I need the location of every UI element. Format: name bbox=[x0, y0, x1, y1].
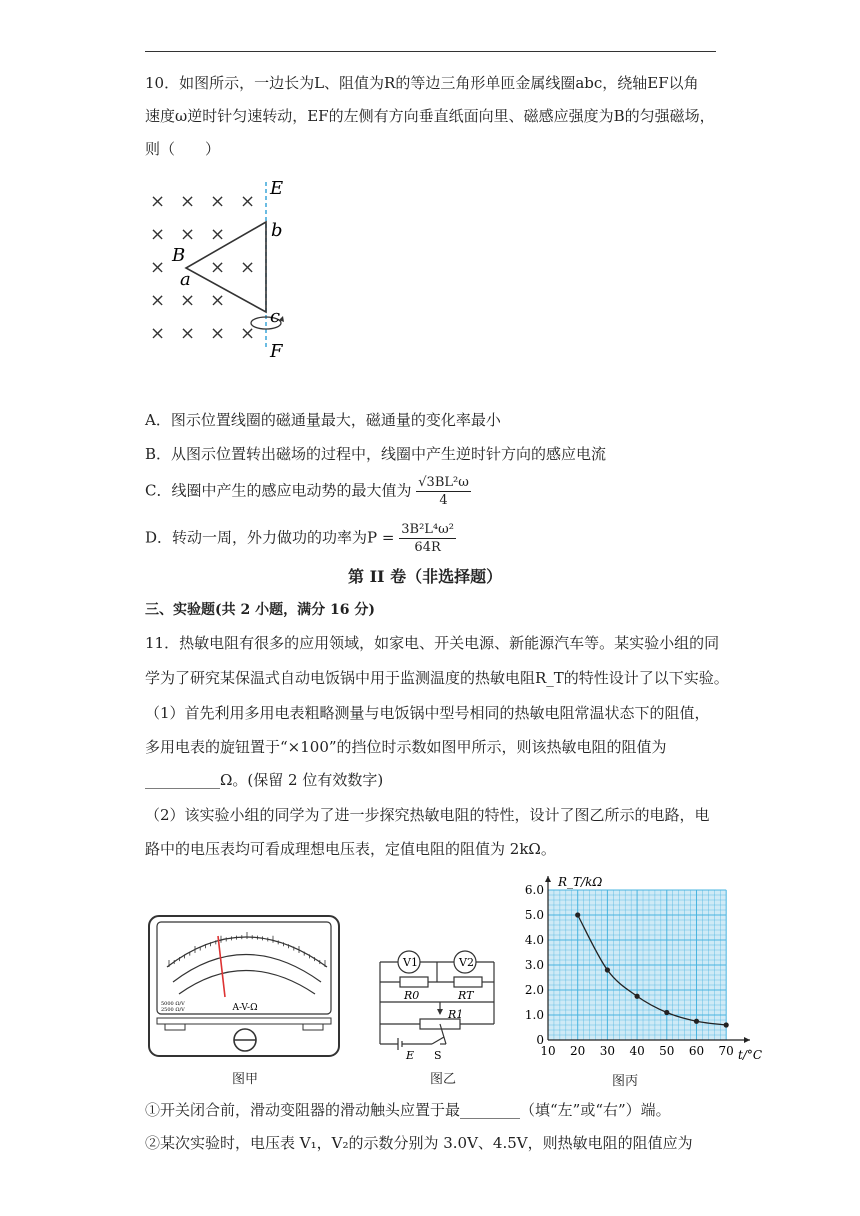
field-cross-mark: × bbox=[150, 323, 166, 344]
field-cross-mark: × bbox=[180, 290, 196, 311]
chart-x-tick-label: 20 bbox=[570, 1044, 586, 1058]
q11-line4: 多用电表的旋钮置于“×100”的挡位时示数如图甲所示，则该热敏电阻的阻值为 bbox=[145, 738, 667, 756]
meter-label: A-V-Ω bbox=[232, 1003, 258, 1013]
chart-x-tick-label: 60 bbox=[688, 1044, 705, 1058]
label-B: B bbox=[172, 245, 186, 266]
fig3-caption: 图丙 bbox=[612, 1074, 639, 1089]
q10-option-a: A．图示位置线圈的磁通量最大，磁通量的变化率最小 bbox=[145, 411, 501, 429]
circuit-figure bbox=[372, 942, 502, 1060]
q10-line2: 速度ω逆时针匀速转动，EF的左侧有方向垂直纸面向里、磁感应强度为B的匀强磁场， bbox=[145, 107, 715, 125]
chart-x-tick-label: 40 bbox=[629, 1044, 645, 1058]
chart-y-tick-label: 3.0 bbox=[524, 958, 544, 972]
svg-text:5000 Ω/V: 5000 Ω/V bbox=[161, 1001, 185, 1007]
field-cross-mark: × bbox=[240, 191, 256, 212]
chart-data-point bbox=[694, 1019, 699, 1024]
rt-temperature-chart bbox=[512, 868, 762, 1064]
q10-option-c: C．线圈中产生的感应电动势的最大值为 $\frac{\text{√3BL²ω}}{4}$ bbox=[145, 475, 469, 508]
optc-numerator: √3BL²ω bbox=[418, 475, 469, 490]
chart-y-label: R_T/kΩ bbox=[558, 875, 603, 889]
q11-step2: ②某次实验时，电压表 V₁，V₂的示数分别为 3.0V、4.5V，则热敏电阻的阻值应为 bbox=[145, 1134, 693, 1152]
q11-line7: 路中的电压表均可看成理想电压表，定值电阻的阻值为 2kΩ。 bbox=[145, 840, 556, 858]
multimeter-figure bbox=[145, 912, 345, 1060]
field-cross-mark: × bbox=[180, 224, 196, 245]
label-b: b bbox=[271, 220, 283, 241]
q11-line3: （1）首先利用多用电表粗略测量与电饭锅中型号相同的热敏电阻常温状态下的阻值， bbox=[145, 704, 710, 722]
svg-text:E: E bbox=[406, 1049, 415, 1060]
fig1-caption: 图甲 bbox=[232, 1072, 259, 1087]
field-cross-mark: × bbox=[210, 257, 226, 278]
field-cross-mark: × bbox=[240, 323, 256, 344]
chart-x-tick-label: 70 bbox=[718, 1044, 734, 1058]
chart-data-point bbox=[575, 912, 580, 917]
chart-data-point bbox=[605, 967, 610, 972]
q11-line1: 11．热敏电阻有很多的应用领域，如家电、开关电源、新能源汽车等。某实验小组的同 bbox=[145, 634, 720, 652]
field-cross-mark: × bbox=[210, 191, 226, 212]
svg-text:2500 Ω/V: 2500 Ω/V bbox=[161, 1007, 185, 1013]
chart-y-tick-label: 4.0 bbox=[524, 933, 544, 947]
chart-x-tick-label: 30 bbox=[599, 1044, 616, 1058]
q10-figure bbox=[140, 172, 310, 362]
magnetic-field-crosses bbox=[150, 191, 255, 344]
q10-line1: 10．如图所示，一边长为L、阻值为R的等边三角形单匝金属线圈abc，绕轴EF以角 bbox=[145, 74, 699, 92]
chart-data-point bbox=[664, 1010, 669, 1015]
q10-option-b: B．从图示位置转出磁场的过程中，线圈中产生逆时针方向的感应电流 bbox=[145, 445, 607, 463]
q11-line6: （2）该实验小组的同学为了进一步探究热敏电阻的特性，设计了图乙所示的电路，电 bbox=[145, 806, 710, 824]
chart-y-tick-label: 5.0 bbox=[524, 908, 544, 922]
optd-numerator: 3B²L⁴ω² bbox=[401, 522, 454, 537]
label-c: c bbox=[270, 306, 281, 327]
q11-line2: 学为了研究某保温式自动电饭锅中用于监测温度的热敏电阻R_T的特性设计了以下实验。 bbox=[145, 669, 729, 687]
label-F: F bbox=[270, 341, 283, 362]
chart-x-label: t/°C bbox=[738, 1048, 762, 1062]
field-cross-mark: × bbox=[150, 224, 166, 245]
field-cross-mark: × bbox=[180, 191, 196, 212]
field-cross-mark: × bbox=[150, 191, 166, 212]
field-cross-mark: × bbox=[210, 290, 226, 311]
chart-x-tick-label: 10 bbox=[540, 1044, 556, 1058]
chart-y-tick-label: 6.0 bbox=[524, 883, 544, 897]
chart-data-point bbox=[724, 1022, 729, 1027]
label-E: E bbox=[270, 178, 284, 199]
chart-x-tick-label: 50 bbox=[659, 1044, 675, 1058]
svg-text:V1: V1 bbox=[403, 956, 418, 969]
field-cross-mark: × bbox=[240, 257, 256, 278]
section3-title: 三、实验题(共 2 小题，满分 16 分) bbox=[145, 602, 375, 618]
q10-option-d: D．转动一周，外力做功的功率为P = $\frac{\text{3B²L⁴ω²}}{64R}$ bbox=[145, 522, 454, 555]
optd-denominator: 64R bbox=[414, 540, 441, 555]
q11-step1: ①开关闭合前，滑动变阻器的滑动触头应置于最________（填“左”或“右”）端。 bbox=[145, 1101, 671, 1119]
svg-text:R0: R0 bbox=[404, 989, 420, 1002]
q10-line3: 则（ ） bbox=[145, 140, 221, 158]
chart-y-tick-label: 0 bbox=[536, 1033, 544, 1047]
field-cross-mark: × bbox=[180, 323, 196, 344]
header-rule bbox=[145, 51, 716, 52]
svg-text:RT: RT bbox=[458, 989, 474, 1002]
chart-y-tick-label: 2.0 bbox=[524, 983, 544, 997]
section2-title: 第 II 卷（非选择题） bbox=[348, 567, 503, 586]
field-cross-mark: × bbox=[150, 290, 166, 311]
chart-y-tick-label: 1.0 bbox=[524, 1008, 544, 1022]
field-cross-mark: × bbox=[150, 257, 166, 278]
svg-text:V2: V2 bbox=[459, 956, 474, 969]
q11-line5: __________Ω。(保留 2 位有效数字) bbox=[145, 771, 384, 789]
optc-denominator: 4 bbox=[439, 493, 448, 508]
field-cross-mark: × bbox=[210, 323, 226, 344]
label-a: a bbox=[180, 269, 191, 290]
svg-text:S: S bbox=[434, 1049, 442, 1060]
svg-text:R1: R1 bbox=[448, 1008, 464, 1021]
field-cross-mark: × bbox=[210, 224, 226, 245]
fig2-caption: 图乙 bbox=[430, 1072, 457, 1087]
chart-data-point bbox=[634, 994, 639, 999]
